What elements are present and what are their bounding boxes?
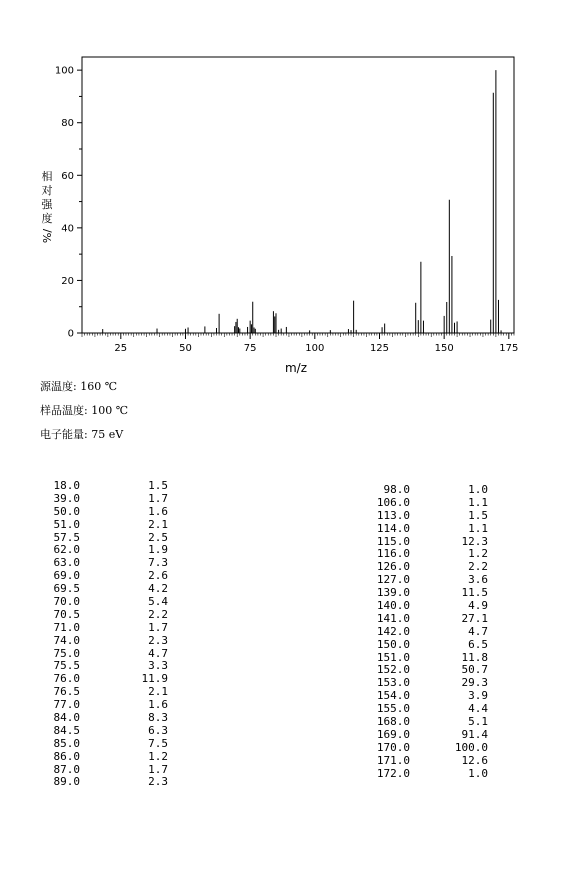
peak-mz: 139.0 (376, 586, 410, 600)
peak-mz: 172.0 (376, 766, 410, 780)
peak-mz: 62.0 (53, 543, 80, 557)
peak-abundance: 5.1 (468, 715, 488, 729)
y-axis-unit: %/ (41, 228, 54, 244)
peak-abundance: 1.5 (148, 479, 168, 492)
peak-abundance: 4.2 (148, 582, 168, 596)
y-axis-label-char: 强 (41, 198, 53, 211)
peak-mz: 63.0 (53, 556, 80, 570)
table-row (30, 609, 168, 622)
peak-mz: 57.5 (53, 530, 80, 544)
table-row (30, 519, 168, 532)
peak-mz: 141.0 (376, 611, 410, 625)
peak-mz: 84.5 (53, 723, 80, 737)
peak-mz: 69.5 (53, 582, 80, 596)
peak-abundance: 4.9 (468, 599, 488, 613)
y-axis-ticks (55, 66, 82, 340)
peak-abundance: 2.1 (148, 517, 168, 531)
electron-energy-value: 75 eV (91, 428, 124, 441)
x-axis-ticks (114, 333, 518, 354)
table-row (30, 596, 168, 609)
y-tick-label: 40 (61, 223, 74, 235)
peak-mz: 89.0 (53, 775, 80, 789)
electron-energy (40, 426, 123, 442)
x-tick-label: 125 (369, 343, 390, 354)
x-tick-label: 25 (114, 343, 128, 354)
peak-table-left (30, 480, 168, 789)
peak-abundance: 2.3 (148, 633, 168, 647)
peak-abundance: 7.3 (148, 556, 168, 570)
peak-mz: 77.0 (53, 698, 80, 712)
peak-mz: 98.0 (383, 483, 410, 496)
peak-abundance: 1.2 (468, 547, 488, 561)
y-axis-label-char: 对 (41, 184, 53, 197)
peak-abundance: 1.0 (468, 483, 488, 496)
table-row (30, 506, 168, 519)
peak-abundance: 12.6 (461, 753, 488, 767)
peak-abundance: 2.6 (148, 569, 168, 583)
sample-temperature-label: 样品温度: (40, 404, 88, 417)
peak-abundance: 1.1 (468, 521, 488, 535)
table-row (310, 484, 488, 497)
peak-abundance: 4.4 (468, 702, 488, 716)
peak-abundance: 2.5 (148, 530, 168, 544)
table-row (310, 626, 488, 639)
peak-abundance: 91.4 (461, 727, 488, 741)
table-row (30, 776, 168, 789)
peak-mz: 170.0 (376, 740, 410, 754)
peak-mz: 86.0 (53, 749, 80, 763)
peak-mz: 114.0 (376, 521, 410, 535)
x-tick-label: 75 (243, 343, 257, 354)
peak-mz: 75.5 (53, 659, 80, 673)
peak-abundance: 29.3 (461, 676, 488, 690)
peak-mz: 76.5 (53, 685, 80, 699)
peak-abundance: 2.2 (468, 560, 488, 574)
peak-abundance: 5.4 (148, 595, 168, 609)
peak-abundance: 1.5 (468, 508, 488, 522)
peak-abundance: 12.3 (461, 534, 488, 548)
peak-abundance: 4.7 (468, 624, 488, 638)
peak-mz: 70.0 (53, 595, 80, 609)
y-tick-label: 20 (61, 275, 74, 287)
peak-abundance: 3.9 (468, 689, 488, 703)
peak-abundance: 11.9 (141, 672, 168, 686)
peak-abundance: 1.2 (148, 749, 168, 763)
peak-mz: 126.0 (376, 560, 410, 574)
source-temperature (40, 378, 117, 394)
peak-mz: 85.0 (53, 736, 80, 750)
peak-mz: 70.5 (53, 607, 80, 621)
peak-mz: 18.0 (53, 479, 80, 492)
x-axis-label: m/z (284, 361, 308, 375)
x-tick-label: 150 (434, 343, 454, 354)
peak-mz: 151.0 (376, 650, 410, 664)
peak-mz: 155.0 (376, 702, 410, 716)
sample-temperature (40, 402, 128, 418)
peak-mz: 116.0 (376, 547, 410, 561)
peak-mz: 76.0 (53, 672, 80, 686)
table-row (30, 751, 168, 764)
y-tick-label: 60 (61, 170, 74, 182)
table-row (310, 497, 488, 510)
peak-mz: 153.0 (376, 676, 410, 690)
source-temperature-value: 160 ℃ (80, 380, 118, 393)
table-row (30, 635, 168, 648)
peak-mz: 71.0 (53, 620, 80, 634)
table-row (30, 712, 168, 725)
table-row (310, 742, 488, 755)
peak-abundance: 27.1 (461, 611, 488, 625)
y-tick-label: 80 (61, 118, 74, 130)
table-row (30, 493, 168, 506)
table-row (310, 600, 488, 613)
peak-abundance: 11.8 (461, 650, 488, 664)
peak-mz: 140.0 (376, 599, 410, 613)
x-axis-minor-ticks (82, 333, 514, 337)
peak-abundance: 7.5 (148, 736, 168, 750)
table-row (310, 523, 488, 536)
table-row (30, 622, 168, 635)
y-axis-label (41, 169, 54, 243)
table-row (310, 639, 488, 652)
table-row (310, 510, 488, 523)
y-tick-label: 100 (54, 65, 74, 77)
x-tick-label: 100 (305, 343, 325, 354)
peak-abundance: 1.6 (148, 504, 168, 518)
peak-mz: 115.0 (376, 534, 410, 548)
mass-spectrum-chart (0, 0, 570, 380)
spectrum-peaks (103, 70, 501, 333)
y-axis-label-char: 度 (41, 212, 53, 225)
peak-mz: 39.0 (53, 491, 80, 505)
x-tick-label: 175 (499, 343, 519, 354)
table-row (310, 755, 488, 768)
peak-mz: 84.0 (53, 711, 80, 725)
peak-abundance: 2.3 (148, 775, 168, 789)
peak-abundance: 1.0 (468, 766, 488, 780)
peak-abundance: 6.5 (468, 637, 488, 651)
peak-mz: 74.0 (53, 633, 80, 647)
peak-mz: 168.0 (376, 715, 410, 729)
peak-abundance: 4.7 (148, 646, 168, 660)
peak-mz: 150.0 (376, 637, 410, 651)
peak-abundance: 1.9 (148, 543, 168, 557)
y-tick-label: 0 (67, 328, 74, 340)
peak-mz: 69.0 (53, 569, 80, 583)
peak-mz: 154.0 (376, 689, 410, 703)
peak-table-right (310, 484, 488, 780)
peak-abundance: 100.0 (454, 740, 488, 754)
table-row (310, 716, 488, 729)
peak-mz: 106.0 (376, 495, 410, 509)
peak-abundance: 1.7 (148, 491, 168, 505)
peak-mz: 169.0 (376, 727, 410, 741)
source-temperature-label: 源温度: (40, 380, 77, 393)
peak-abundance: 1.7 (148, 620, 168, 634)
peak-mz: 51.0 (53, 517, 80, 531)
table-row (310, 613, 488, 626)
peak-abundance: 50.7 (461, 663, 488, 677)
table-row (30, 738, 168, 751)
peak-abundance: 1.7 (148, 762, 168, 776)
peak-abundance: 6.3 (148, 723, 168, 737)
electron-energy-label: 电子能量: (40, 428, 88, 441)
x-tick-label: 50 (179, 343, 192, 354)
table-row (30, 725, 168, 738)
peak-abundance: 11.5 (461, 586, 488, 600)
peak-mz: 113.0 (376, 508, 410, 522)
peak-mz: 127.0 (376, 573, 410, 587)
peak-mz: 152.0 (376, 663, 410, 677)
peak-mz: 87.0 (53, 762, 80, 776)
peak-abundance: 2.2 (148, 607, 168, 621)
peak-abundance: 2.1 (148, 685, 168, 699)
peak-abundance: 3.6 (468, 573, 488, 587)
peak-abundance: 1.6 (148, 698, 168, 712)
table-row (30, 480, 168, 493)
peak-abundance: 1.1 (468, 495, 488, 509)
table-row (310, 768, 488, 781)
peak-abundance: 3.3 (148, 659, 168, 673)
peak-mz: 142.0 (376, 624, 410, 638)
table-row (310, 729, 488, 742)
y-axis-label-char: 相 (41, 170, 53, 183)
sample-temperature-value: 100 ℃ (91, 404, 129, 417)
peak-mz: 50.0 (53, 504, 80, 518)
peak-mz: 75.0 (53, 646, 80, 660)
peak-abundance: 8.3 (148, 711, 168, 725)
peak-mz: 171.0 (376, 753, 410, 767)
